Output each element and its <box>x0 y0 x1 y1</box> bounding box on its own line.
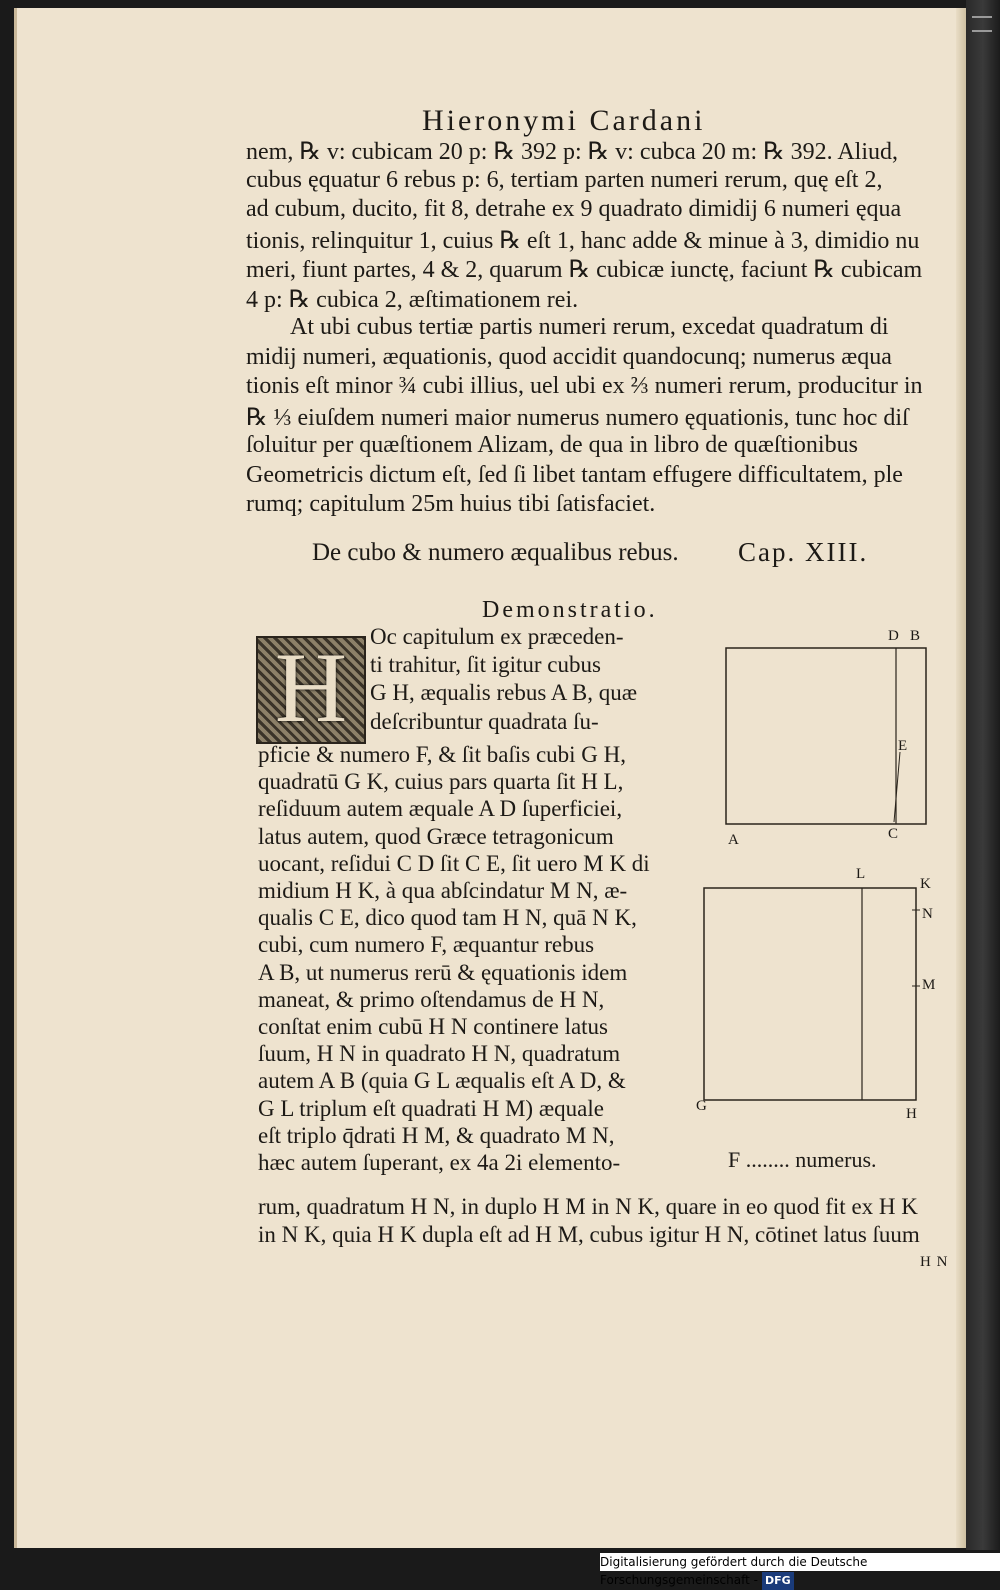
catchword: H N <box>920 1254 949 1270</box>
text-line: ſoluitur per quæſtionem Alizam, de qua in libro de quæſtionibus <box>246 432 858 458</box>
page-edge <box>966 0 1000 1550</box>
footer-text: Digitalisierung gefördert durch die Deutsche Forschungsgemeinschaft - <box>600 1555 868 1587</box>
text-line: At ubi cubus tertiæ partis numeri rerum, excedat quadratum di <box>290 314 889 340</box>
footer-bar <box>600 1553 1000 1587</box>
text-line: autem A B (quia G L æqualis eſt A D, & <box>258 1068 626 1094</box>
figure-square-ghkl <box>700 880 940 1110</box>
text-line: midij numeri, æquationis, quod accidit quandocunq; numerus æqua <box>246 343 892 370</box>
text-line: deſcribuntur quadrata ſu- <box>370 708 599 734</box>
text-line: ſuum, H N in quadrato H N, quadratum <box>258 1041 621 1067</box>
text-line: ti trahitur, ſit igitur cubus <box>370 652 601 678</box>
text-line: tionis eſt minor ¾ cubi illius, uel ubi ex ⅔ numeri rerum, producitur in <box>246 373 923 399</box>
text-line: uocant, reſidui C D ſit C E, ſit uero M K di <box>258 850 650 876</box>
text-line: reſiduum autem æquale A D ſuperficiei, <box>258 796 623 822</box>
label-g: G <box>696 1098 707 1114</box>
label-l: L <box>856 866 866 882</box>
text-line: 4 p: ℞ cubica 2, æſtimationem rei. <box>246 286 579 313</box>
text-line: hæc autem ſuperant, ex 4a 2i elemento- <box>258 1150 621 1175</box>
text-line: cubus ęquatur 6 rebus p: 6, tertiam parten numeri rerum, quę eſt 2, <box>246 166 883 193</box>
text-line: conſtat enim cubū H N continere latus <box>258 1014 609 1039</box>
initial-letter: H <box>274 632 348 743</box>
label-a: A <box>728 832 739 848</box>
text-line: midium H K, à qua abſcindatur M N, æ- <box>258 878 628 903</box>
text-line: quadratū G K, cuius pars quarta ſit H L, <box>258 769 624 795</box>
text-line: G L triplum eſt quadrati H M) æquale <box>258 1095 604 1121</box>
running-head: Hieronymi Cardani <box>422 104 706 137</box>
section-heading: Demonstratio. <box>482 597 658 623</box>
text-line: Oc capitulum ex præceden- <box>370 624 624 649</box>
text-line: latus autem, quod Græce tetragonicum <box>258 823 614 849</box>
text-line: eſt triplo q̄drati H M, & quadrato M N, <box>258 1122 615 1148</box>
label-n: N <box>922 906 933 922</box>
text-line: ℞ ⅓ eiuſdem numeri maior numerus numero ęquationis, tunc hoc diſ <box>246 404 909 431</box>
decorated-initial <box>256 632 366 744</box>
label-m: M <box>922 977 936 993</box>
numerus-label: F ........ numerus. <box>728 1147 877 1172</box>
label-e: E <box>898 738 908 754</box>
text-line: in N K, quia H K dupla eſt ad H M, cubus igitur H N, cōtinet latus ſuum <box>258 1222 920 1247</box>
text-line: rum, quadratum H N, in duplo H M in N K, quare in eo quod fit ex H K <box>258 1194 918 1219</box>
dfg-logo: DFG <box>762 1572 794 1590</box>
text-line: rumq; capitulum 25m huius tibi ſatisfaciet. <box>246 491 656 517</box>
text-line: G H, æqualis rebus A B, quæ <box>370 680 638 706</box>
chapter-number: Cap. XIII. <box>738 537 869 567</box>
label-b: B <box>910 628 921 644</box>
label-k: K <box>920 876 931 892</box>
label-h: H <box>906 1106 917 1122</box>
text-line: A B, ut numerus rerū & ęquationis idem <box>258 959 628 985</box>
text-line: pficie & numero F, & ſit baſis cubi G H, <box>258 742 627 767</box>
text-line: cubi, cum numero F, æquantur rebus <box>258 932 595 958</box>
chapter-title: De cubo & numero æqualibus rebus. <box>312 539 679 566</box>
text-line: meri, fiunt partes, 4 & 2, quarum ℞ cubicæ iunctę, faciunt ℞ cubicam <box>246 257 923 283</box>
text-line: tionis, relinquitur 1, cuius ℞ eſt 1, hanc adde & minue à 3, dimidio nu <box>246 227 920 254</box>
text-line: ad cubum, ducito, fit 8, detrahe ex 9 quadrato dimidij 6 numeri ęqua <box>246 196 902 222</box>
label-c: C <box>888 826 899 842</box>
text-line: maneat, & primo oſtendamus de H N, <box>258 986 605 1012</box>
text-line: Geometricis dictum eſt, ſed ſi libet tantam effugere difficultatem, ple <box>246 461 903 488</box>
label-d: D <box>888 628 899 644</box>
text-line: qualis C E, dico quod tam H N, quā N K, <box>258 905 637 931</box>
text-line: nem, ℞ v: cubicam 20 p: ℞ 392 p: ℞ v: cubca 20 m: ℞ 392. Aliud, <box>246 139 898 165</box>
